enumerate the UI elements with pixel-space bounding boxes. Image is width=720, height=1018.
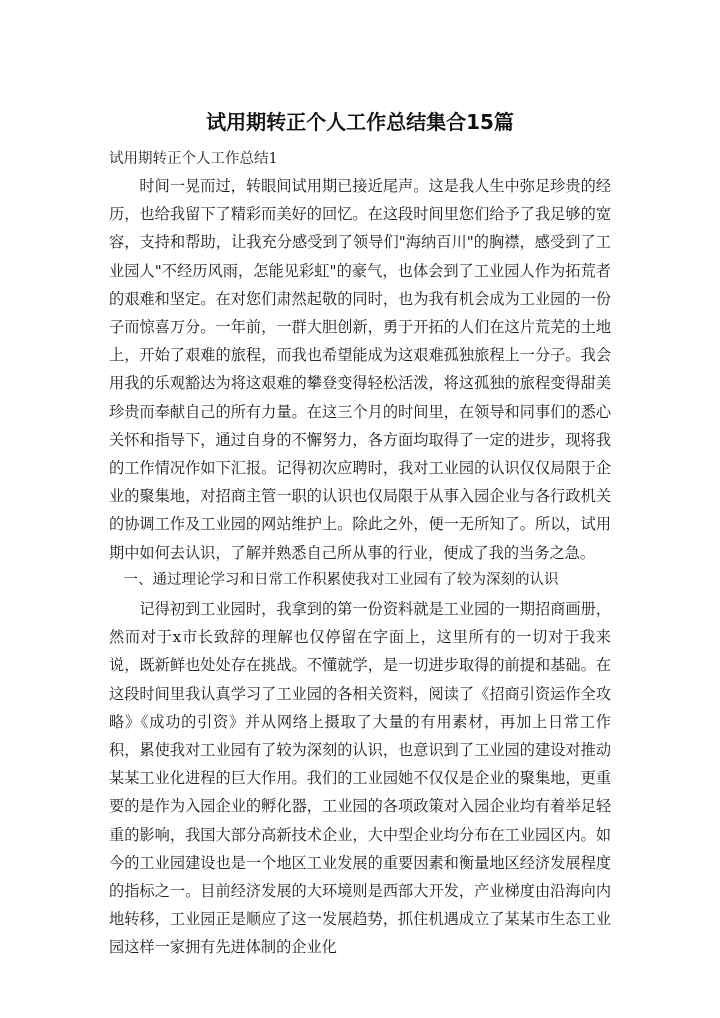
document-title: 试用期转正个人工作总结集合15篇 bbox=[206, 110, 514, 134]
section-heading: 一、通过理论学习和日常工作积累使我对工业园有了较为深刻的认识 bbox=[123, 572, 559, 588]
document-subtitle: 试用期转正个人工作总结1 bbox=[109, 151, 278, 167]
section-paragraph: 记得初到工业园时，我拿到的第一份资料就是工业园的一期招商画册，然而对于x市长致辞的理解也仅停留在字面上，这里所有的一切对于我来说，既新鲜也处处存在挑战。不懂就学，是一切进步取得的前提和基础。在这段时间里我认真学习了工业园的各相关资料，阅读了《招商引资运作全攻略》《成功的引资》并从网络上摄取了大量的有用素材，再加上日常工作积，累使我对工业园有了较为深刻的认识，也意识到了工业园的建设对推动某某工业化进程的巨大作用。我们的工业园她不仅仅是企业的聚集地，更重要的是作为入园企业的孵化器，工业园的各项政策对入园企业均有着举足轻重的影响，我国大部分高新技术企业，大中型企业均分布在工业园区内。如今的工业园建设也是一个地区工业发展的重要因素和衡量地区经济发展程度的指标之一。目前经济发展的大环境则是西部大开发，产业梯度由沿海向内地转移，工业园正是顺应了这一发展趋势，抓住机遇成立了某某市生态工业园这样一家拥有先进体制的企业化 bbox=[109, 600, 611, 957]
body-paragraph: 时间一晃而过，转眼间试用期已接近尾声。这是我人生中弥足珍贵的经历，也给我留下了精彩而美好的回忆。在这段时间里您们给予了我足够的宽容，支持和帮助，让我充分感受到了领导们"海纳百川"的胸襟，感受到了工业园人"不经历风雨，怎能见彩虹"的豪气，也体会到了工业园人作为拓荒者的艰难和坚定。在对您们肃然起敬的同时，也为我有机会成为工业园的一份子而惊喜万分。一年前，一群大胆创新，勇于开拓的人们在这片荒芜的土地上，开始了艰难的旅程，而我也希望能成为这艰难孤独旅程上一分子。我会用我的乐观豁达为将这艰难的攀登变得轻松活泼，将这孤独的旅程变得甜美珍贵而奉献自己的所有力量。在这三个月的时间里，在领导和同事们的悉心关怀和指导下，通过自身的不懈努力，各方面均取得了一定的进步，现将我的工作情况作如下汇报。记得初次应聘时，我对工业园的认识仅仅局限于企业的聚集地，对招商主管一职的认识也仅局限于从事入园企业与各行政机关的协调工作及工业园的网站维护上。除此之外，便一无所知了。所以，试用期中如何去认识，了解并熟悉自己所从事的行业，便成了我的当务之急。 bbox=[109, 177, 611, 562]
